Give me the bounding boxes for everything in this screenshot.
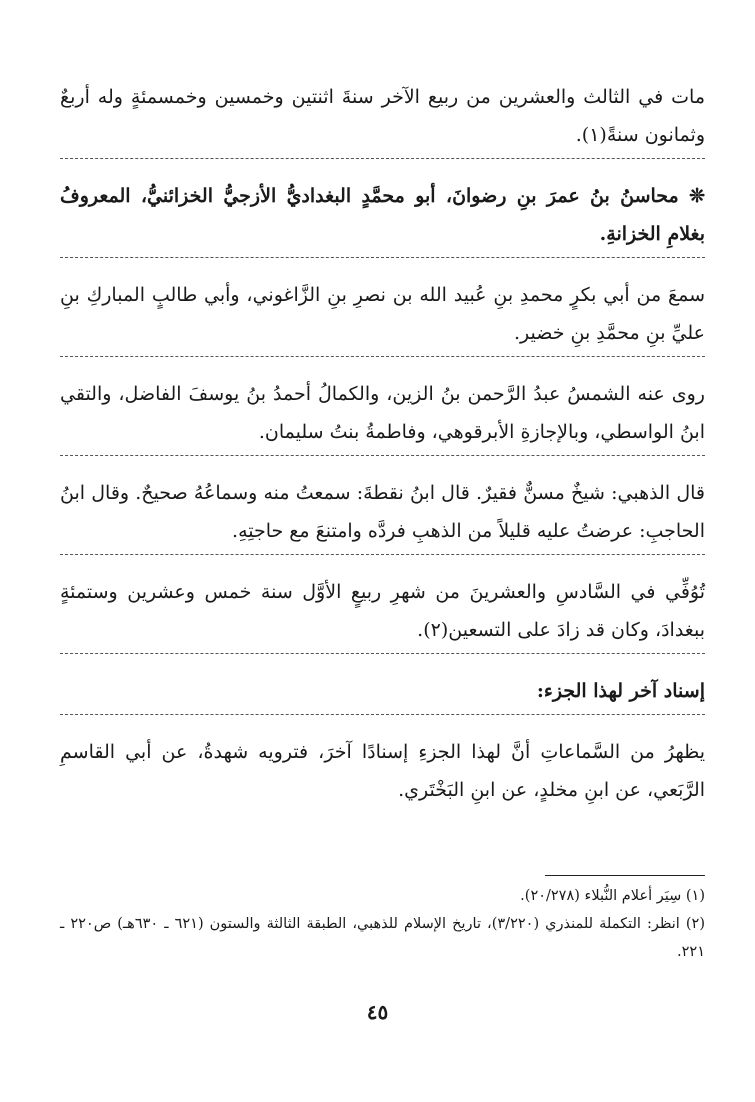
entry-name: محاسنُ بنُ عمرَ بنِ رضوانَ، أبو محمَّدٍ البغداديُّ الأزجيُّ الخزائنيُّ، المعروفُ بغلامِ الخزانةِ.: [60, 185, 705, 245]
paragraph-narrated-by: روى عنه الشمسُ عبدُ الرَّحمن بنُ الزين، والكمالُ أحمدُ بنُ يوسفَ الفاضل، والتقي ابنُ الواسطي، وبالإجازةِ الأبرقوهي، وفاطمةُ بنتُ سليمان.: [60, 375, 705, 456]
section-heading: إسناد آخر لهذا الجزء:: [60, 672, 705, 715]
paragraph-isnad: يظهرُ من السَّماعاتِ أنَّ لهذا الجزءِ إسنادًا آخرَ، فترويه شهدةُ، عن أبي القاسمِ الرَّبَعي، عن ابنِ مخلدٍ، عن ابنِ البَخْتَري.: [60, 741, 705, 801]
main-text: [60, 78, 705, 809]
page-number: ٤٥: [366, 1000, 389, 1024]
footnote-1: (١) سِيَر أعلام النُّبلاء (٢٠/٢٧٨).: [520, 888, 705, 904]
entry-heading-mahasin: [60, 177, 705, 258]
footnote-divider: [545, 875, 705, 876]
footnote-2: (٢) انظر: التكملة للمنذري (٣/٢٢٠)، تاريخ الإسلام للذهبي، الطبقة الثالثة والستون (٦٢١ ـ ٦٣٠هـ) ص٢٢٠ ـ ٢٢١.: [60, 916, 706, 960]
paragraph-death-date: تُوُفِّي في السَّادسِ والعشرينَ من شهرِ ربيعٍ الأوَّل سنة خمس وعشرين وستمئةٍ ببغدادَ، وكان قد زادَ على التسعين(٢).: [60, 573, 705, 654]
paragraph-death-note: مات في الثالث والعشرين من ربيع الآخر سنةَ اثنتين وخمسين وخمسمئةٍ وله أربعٌ وثمانون سنةً(١).: [60, 78, 705, 159]
entry-star-icon: ❊: [689, 185, 706, 207]
paragraph-dhahabi-said: قال الذهبي: شيخٌ مسنٌّ فقيرٌ. قال ابنُ نقطةَ: سمعتُ منه وسماعُهُ صحيحٌ. وقال ابنُ الحاجبِ: عرضتُ عليه قليلاً من الذهبِ فردَّه وامتنعَ مع حاجتِهِ.: [60, 474, 705, 555]
footnotes: [60, 882, 705, 966]
paragraph-heard-from: سمعَ من أبي بكرٍ محمدِ بنِ عُبيد الله بن نصرِ بنِ الزَّاغوني، وأبي طالبٍ المباركِ بنِ عليِّ بنِ محمَّدِ بنِ خضير.: [60, 276, 705, 357]
